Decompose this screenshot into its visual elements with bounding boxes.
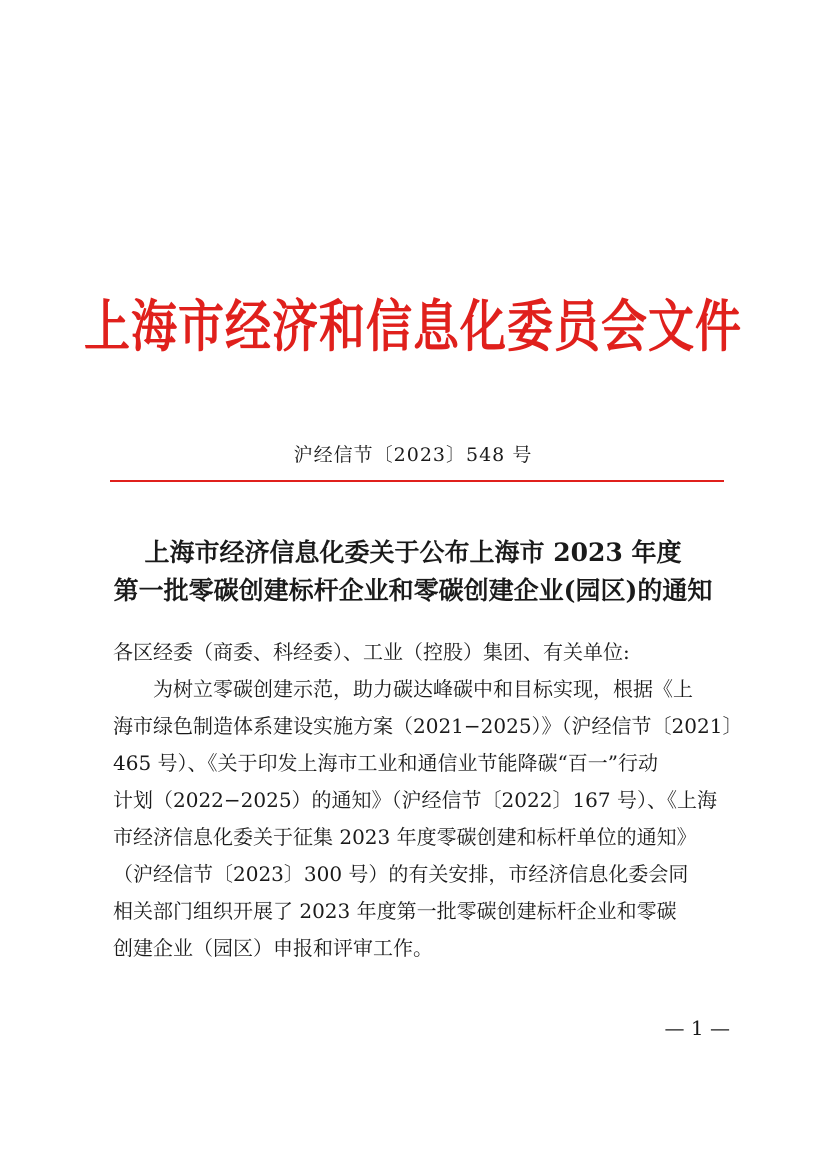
red-divider-line bbox=[110, 480, 724, 482]
document-number: 沪经信节〔2023〕548 号 bbox=[293, 444, 533, 466]
paragraph-line: 465 号）、《关于印发上海市工业和通信业节能降碳“百一”行动 bbox=[113, 751, 658, 775]
paragraph-line: 市经济信息化委关于征集 2023 年度零碳创建和标杆单位的通知》 bbox=[113, 825, 697, 849]
notice-title-line-2: 第一批零碳创建标杆企业和零碳创建企业(园区)的通知 bbox=[113, 576, 713, 605]
paragraph-line: 海市绿色制造体系建设实施方案（2021−2025）》（沪经信节〔2021〕 bbox=[113, 714, 743, 738]
paragraph-line: 为树立零碳创建示范，助力碳达峰碳中和目标实现，根据《上 bbox=[113, 677, 693, 701]
notice-title-line-1: 上海市经济信息化委关于公布上海市 2023 年度 bbox=[144, 538, 682, 567]
masthead-title: 上海市经济和信息化委员会文件 bbox=[84, 293, 742, 360]
paragraph-line: 创建企业（园区）申报和评审工作。 bbox=[113, 936, 433, 960]
paragraph-line: 相关部门组织开展了 2023 年度第一批零碳创建标杆企业和零碳 bbox=[113, 899, 677, 923]
addressee-line: 各区经委（商委、科经委）、工业（控股）集团、有关单位: bbox=[113, 640, 630, 664]
paragraph-line: （沪经信节〔2023〕300 号）的有关安排，市经济信息化委会同 bbox=[113, 862, 689, 886]
page-number: — 1 — bbox=[664, 1016, 730, 1040]
paragraph-line: 计划（2022−2025）的通知》（沪经信节〔2022〕167 号）、《上海 bbox=[113, 788, 717, 812]
